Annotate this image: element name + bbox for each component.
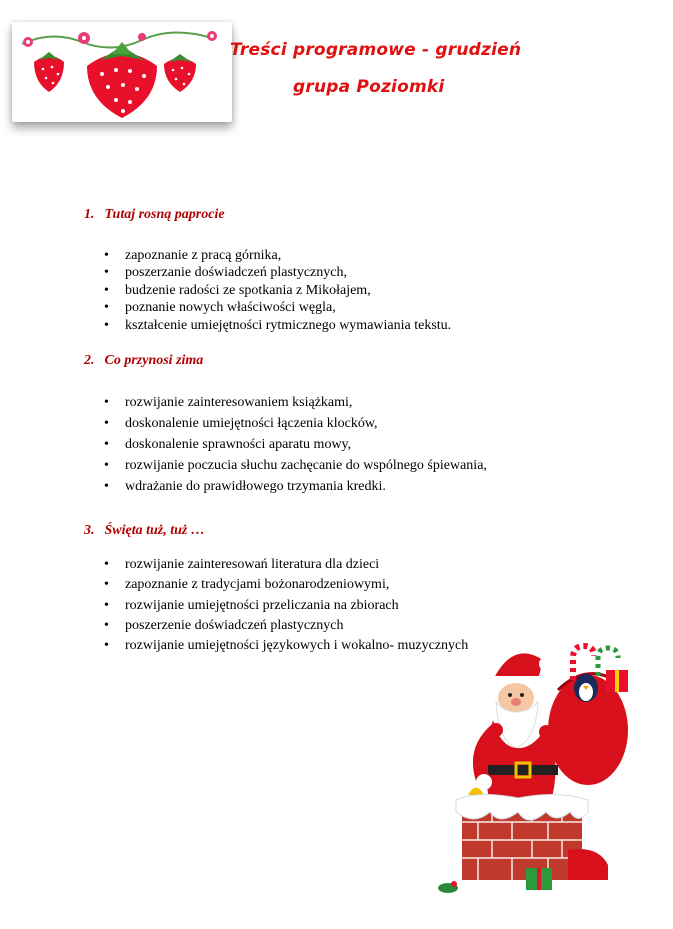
santa-chimney-image [438, 640, 638, 903]
list-item: • wdrażanie do prawidłowego trzymania kredki. [104, 476, 487, 497]
list-item: • poszerzanie doświadczeń plastycznych, [104, 264, 451, 281]
list-item: • rozwijanie zainteresowań literatura dla dzieci [104, 555, 468, 575]
section-title: Święta tuż, tuż … [104, 523, 205, 538]
list-item: • doskonalenie umiejętności łączenia klocków, [104, 413, 487, 434]
section-1 [84, 207, 452, 333]
list-item: • rozwijanie umiejętności przeliczania na zbiorach [104, 596, 468, 616]
section-heading [84, 207, 225, 223]
section-number: 2. [84, 353, 95, 368]
section-title: Tutaj rosną paprocie [104, 207, 225, 222]
list-item: • zapoznanie z tradycjami bożonarodzeniowymi, [104, 575, 468, 595]
bullet-list [104, 392, 487, 497]
page-subtitle: grupa Poziomki [293, 77, 445, 97]
list-item: • budzenie radości ze spotkania z Mikołajem, [104, 282, 451, 299]
strawberries-icon [12, 22, 232, 122]
strawberry-banner-image [12, 22, 232, 122]
section-number: 1. [84, 207, 95, 222]
list-item: • kształcenie umiejętności rytmicznego wymawiania tekstu. [104, 317, 451, 334]
list-item: • rozwijanie zainteresowaniem książkami, [104, 392, 487, 413]
section-number: 3. [84, 523, 95, 538]
list-item: • rozwijanie poczucia słuchu zachęcanie do wspólnego śpiewania, [104, 455, 487, 476]
bullet-list [104, 247, 451, 334]
list-item: • rozwijanie umiejętności językowych i wokalno- muzycznych [104, 636, 468, 656]
page-title: Treści programowe - grudzień [230, 40, 522, 60]
list-item: • poszerzenie doświadczeń plastycznych [104, 616, 468, 636]
list-item: • poznanie nowych właściwości węgla, [104, 299, 451, 316]
section-heading [84, 523, 205, 539]
list-item: • doskonalenie sprawności aparatu mowy, [104, 434, 487, 455]
section-2 [84, 353, 487, 494]
section-heading [84, 353, 203, 369]
list-item: • zapoznanie z pracą górnika, [104, 247, 451, 264]
section-3 [84, 523, 469, 654]
bullet-list [104, 555, 468, 656]
section-title: Co przynosi zima [104, 353, 204, 368]
santa-icon [438, 640, 638, 898]
